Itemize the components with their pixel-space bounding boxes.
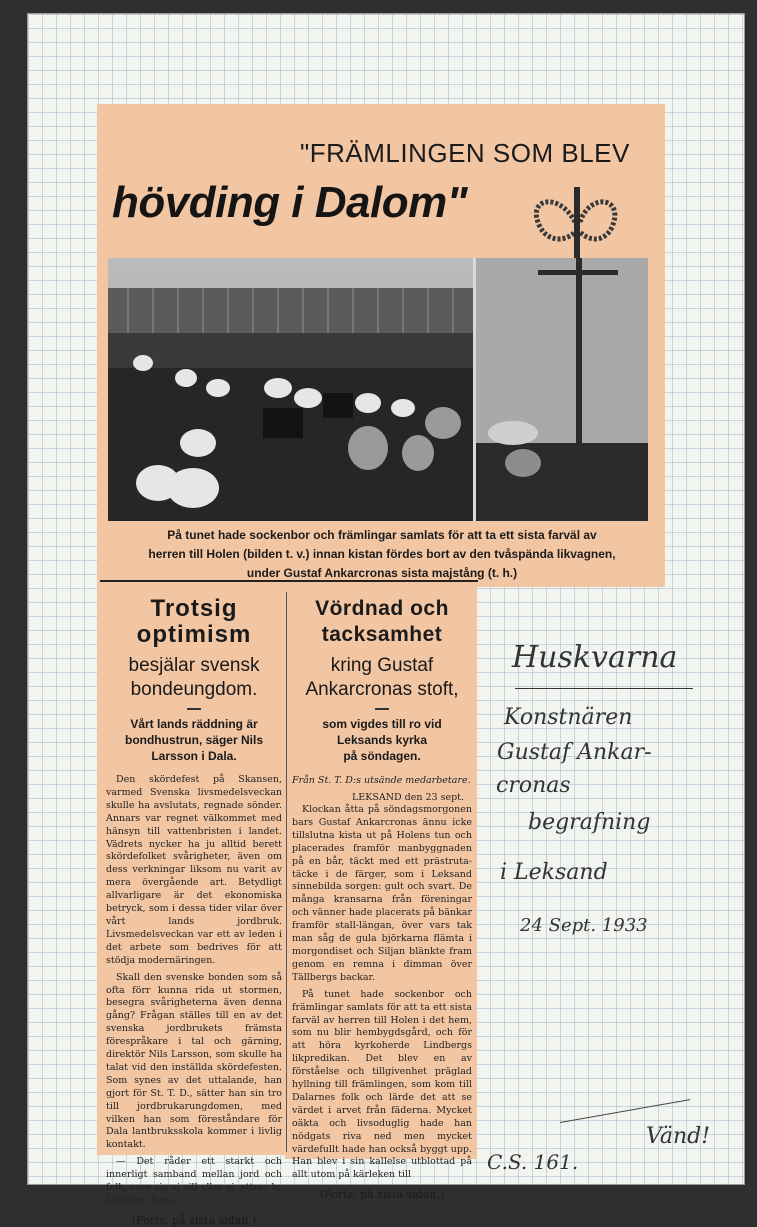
headline-line: Trotsig	[150, 595, 238, 622]
continued-note: (Forts. på sista sidan.)	[131, 1213, 257, 1227]
caption-line: herren till Holen (bilden t. v.) innan kistan fördes bort av den tvåspända likvagnen,	[148, 547, 616, 561]
caption-line: under Gustaf Ankarcronas sista majstång (t. h.)	[246, 566, 518, 580]
left-headline	[106, 596, 282, 648]
handwritten-vand: Vänd!	[646, 1124, 711, 1149]
photo-caption	[108, 526, 656, 583]
deck-line: Vårt lands räddning är	[130, 717, 258, 731]
right-article	[292, 592, 472, 1201]
divider-dash	[375, 708, 389, 710]
handwritten-title: Huskvarna	[512, 640, 678, 675]
headline-line-2: hövding i Dalom"	[112, 178, 468, 227]
deck-line: Larsson i Dala.	[151, 749, 237, 763]
subheadline-line: bondeungdom.	[130, 679, 258, 700]
article-paragraph: — Det råder ett starkt och innerligt samband mellan jord och folk, vare sig vi vill eller ej, yttrar hr Larsson. Sam-	[106, 1156, 282, 1206]
headline-line: optimism	[136, 621, 252, 648]
article-paragraph: Skall den svenske bonden som så ofta förr kunna rida ut stormen, besegra svårigheterna även denna gång? Frågan ställes till en av det svenska jordbrukets främsta förespråkare i tal och gärning, direktör Nils Larsson, som skulle ha talat vid den inställda skördefesten. Som synes av det uttalande, han gjort för St. T. D., sätter han sin tro till jordbrukarungdomen, med vilken han som föreståndare för Dala lantbruksskola kommer i livlig kontakt.	[106, 971, 282, 1151]
deck-line: bondhustrun, säger Nils	[124, 733, 263, 747]
subheadline-line: Ankarcronas stoft,	[305, 679, 459, 700]
handwritten-note-line: begrafning	[528, 810, 651, 835]
article-paragraph: Klockan åtta på söndagsmorgonen bars Gustaf Ankarcronas ännu icke tillslutna kista ut på Holens tun och placerades framför manbyggnaden på en bår, täckt med ett prästruta-täcke i de färger, som i Leksand sinnebilda sorgen: gult och svart. De många kransarna från föreningar och vänner hade placerats på bänkar framför stall-längan, över vars tak man såg de gula björkarna flämta i morgondiset och Siljan blänkte fram genom en remna i dimman över Tällbergs backar.	[292, 804, 472, 983]
funeral-photograph	[108, 258, 648, 521]
left-subheadline	[106, 654, 282, 702]
handwritten-note-line: cronas	[496, 773, 571, 798]
right-headline	[292, 596, 472, 648]
handwritten-underline	[515, 688, 693, 689]
column-divider	[286, 592, 287, 1152]
article-paragraph: På tunet hade sockenbor och främlingar samlats för att ta ett sista farväl av herren till Holen i det hem, som nu blir hembygdsgård, och för att höra kyrkoherde Lindbergs likpredikan. Det blev en av förståelse och tillgivenhet präglad hyllning till främlingen, som kom till Dalarnes folk och lärde det att se värdet i arvet från fäderna. Mycket oäkta och livsoduglig hade han nödgats riva ned men mycket värdefullt hade han också byggt upp. Han blev i sin kallelse utblottad på allt utom på kärleken till	[292, 988, 472, 1181]
byline: Från St. T. D:s utsände medarbetare.	[292, 775, 471, 786]
handwritten-note-line: Gustaf Ankar-	[497, 740, 652, 765]
left-article	[106, 592, 282, 1227]
dateline: LEKSAND den 23 sept.	[352, 792, 465, 803]
handwritten-date: 24 Sept. 1933	[520, 915, 648, 936]
divider-dash	[187, 708, 201, 710]
caption-line: På tunet hade sockenbor och främlingar samlats för att ta ett sista farväl av	[167, 528, 597, 542]
column-top-rule	[100, 580, 478, 582]
subheadline-line: kring Gustaf	[330, 655, 434, 676]
subheadline-line: besjälar svensk	[128, 655, 260, 676]
headline-line: tacksamhet	[321, 623, 443, 646]
deck-line: på söndagen.	[343, 749, 421, 763]
headline-line-1: "FRÄMLINGEN SOM BLEV	[300, 138, 630, 168]
right-deck	[292, 716, 472, 764]
handwritten-catalog-code: C.S. 161.	[487, 1150, 579, 1174]
left-deck	[106, 716, 282, 764]
deck-line: Leksands kyrka	[336, 733, 428, 747]
continued-note: (Forts. på sista sidan.)	[319, 1188, 445, 1202]
handwritten-note-line: i Leksand	[500, 860, 608, 885]
headline-line: Vördnad och	[315, 597, 449, 620]
deck-line: som vigdes till ro vid	[322, 717, 442, 731]
right-subheadline	[292, 654, 472, 702]
handwritten-note-line: Konstnären	[504, 705, 633, 730]
article-paragraph: Den skördefest på Skansen, varmed Svenska livsmedelsveckan skulle ha avslutats, regnade sönder. Annars var regnet välkommet med hänsyn till vattenbristen i landet. Vädrets nycker ha ju alltid berett skördefolket svårigheter, även om dess verkningar liksom nu varit av mera övergående art. Betydligt allvarligare är det ekonomiska betryck, som i dessa tider vilar över vårt lands jordbruk. Livsmedelsveckan var ett av leden i det arbete som bedrives för att stödja modernäringen.	[106, 774, 282, 966]
